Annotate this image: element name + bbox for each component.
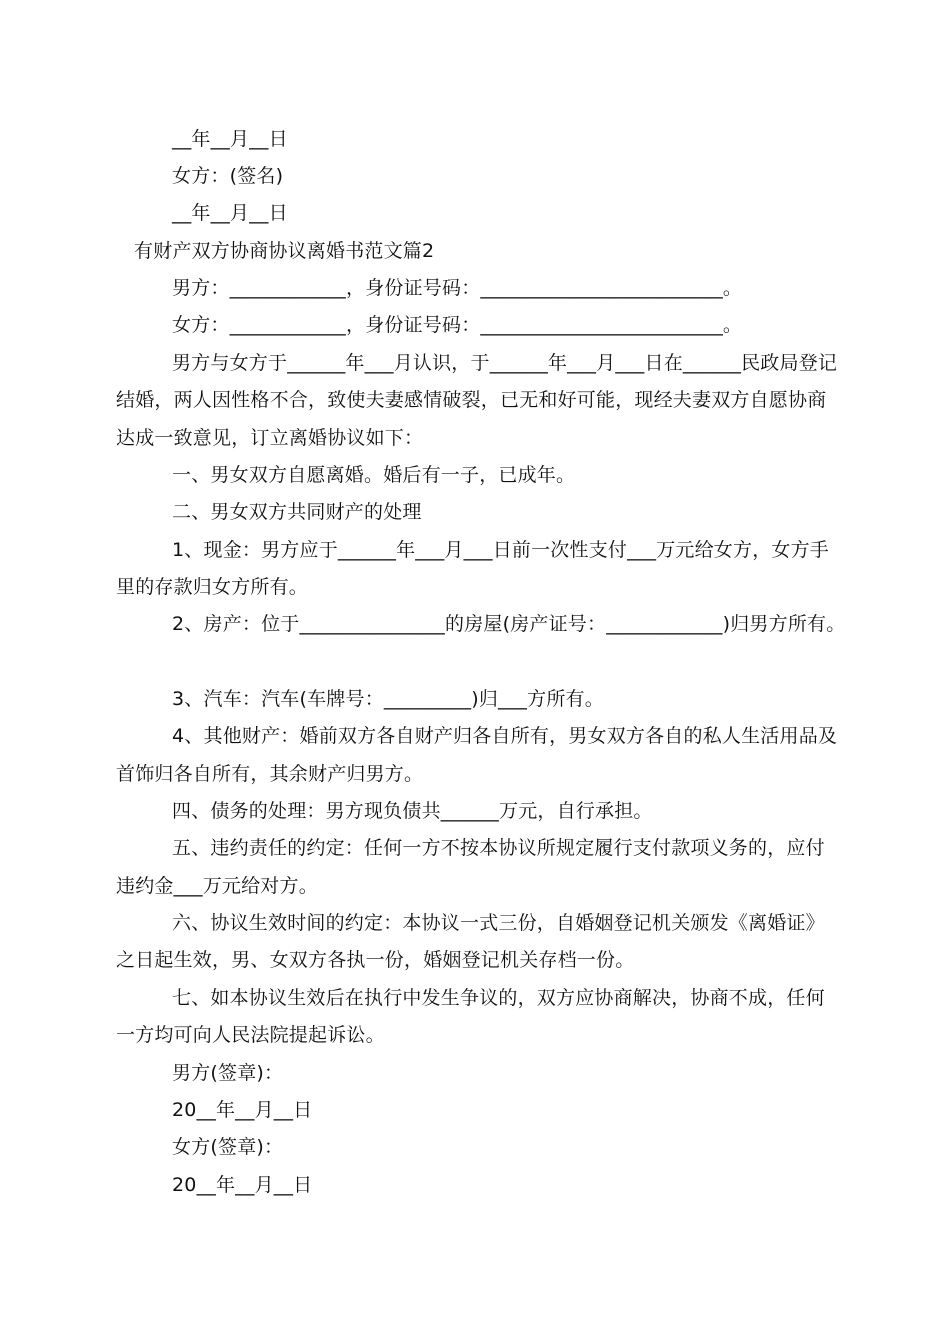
date-line: __年__月__日	[172, 202, 288, 224]
paragraph-line: 结婚，两人因性格不合，致使夫妻感情破裂，已无和好可能，现经夫妻双方自愿协商	[116, 389, 827, 411]
female-signature-label: 女方：(签名)	[172, 165, 284, 187]
cash-clause: 1、现金：男方应于______年___月___日前一次性支付___万元给女方，女方手	[172, 539, 829, 561]
date-line: __年__月__日	[172, 128, 288, 150]
other-property-clause: 4、其他财产：婚前双方各自财产归各自所有，男女双方各自的私人生活用品及	[172, 725, 838, 747]
cash-clause-cont: 里的存款归女方所有。	[116, 576, 309, 598]
paragraph-line: 男方与女方于______年___月认识，于______年___月___日在______民政局登记	[172, 352, 838, 374]
male-seal-date: 20__年__月__日	[172, 1099, 313, 1121]
section-title: 有财产双方协商协议离婚书范文篇2	[134, 240, 435, 262]
other-property-clause-cont: 首饰归各自所有，其余财产归男方。	[116, 763, 424, 785]
male-id-line: 男方：____________，身份证号码：_________________________。	[172, 277, 743, 299]
paragraph-line: 达成一致意见，订立离婚协议如下：	[116, 427, 424, 449]
female-seal-label: 女方(签章)：	[172, 1136, 284, 1158]
clause-1: 一、男女双方自愿离婚。婚后有一子，已成年。	[172, 464, 576, 486]
female-seal-date: 20__年__月__日	[172, 1174, 313, 1196]
debt-clause: 四、债务的处理：男方现负债共______万元，自行承担。	[172, 800, 653, 822]
male-seal-label: 男方(签章)：	[172, 1062, 284, 1084]
house-clause: 2、房产：位于_______________的房屋(房产证号：____________)归男方所有。	[172, 613, 846, 635]
effective-clause: 六、协议生效时间的约定：本协议一式三份，自婚姻登记机关颁发《离婚证》	[172, 912, 825, 934]
dispute-clause-cont: 一方均可向人民法院提起诉讼。	[116, 1024, 385, 1046]
liability-clause-cont: 违约金___万元给对方。	[116, 875, 318, 897]
clause-2: 二、男女双方共同财产的处理	[172, 501, 422, 523]
liability-clause: 五、违约责任的约定：任何一方不按本协议所规定履行支付款项义务的，应付	[172, 837, 825, 859]
car-clause: 3、汽车：汽车(车牌号：_________)归___方所有。	[172, 688, 604, 710]
dispute-clause: 七、如本协议生效后在执行中发生争议的，双方应协商解决，协商不成，任何	[172, 987, 825, 1009]
effective-clause-cont: 之日起生效，男、女双方各执一份，婚姻登记机关存档一份。	[116, 949, 635, 971]
female-id-line: 女方：____________，身份证号码：_________________________。	[172, 314, 743, 336]
